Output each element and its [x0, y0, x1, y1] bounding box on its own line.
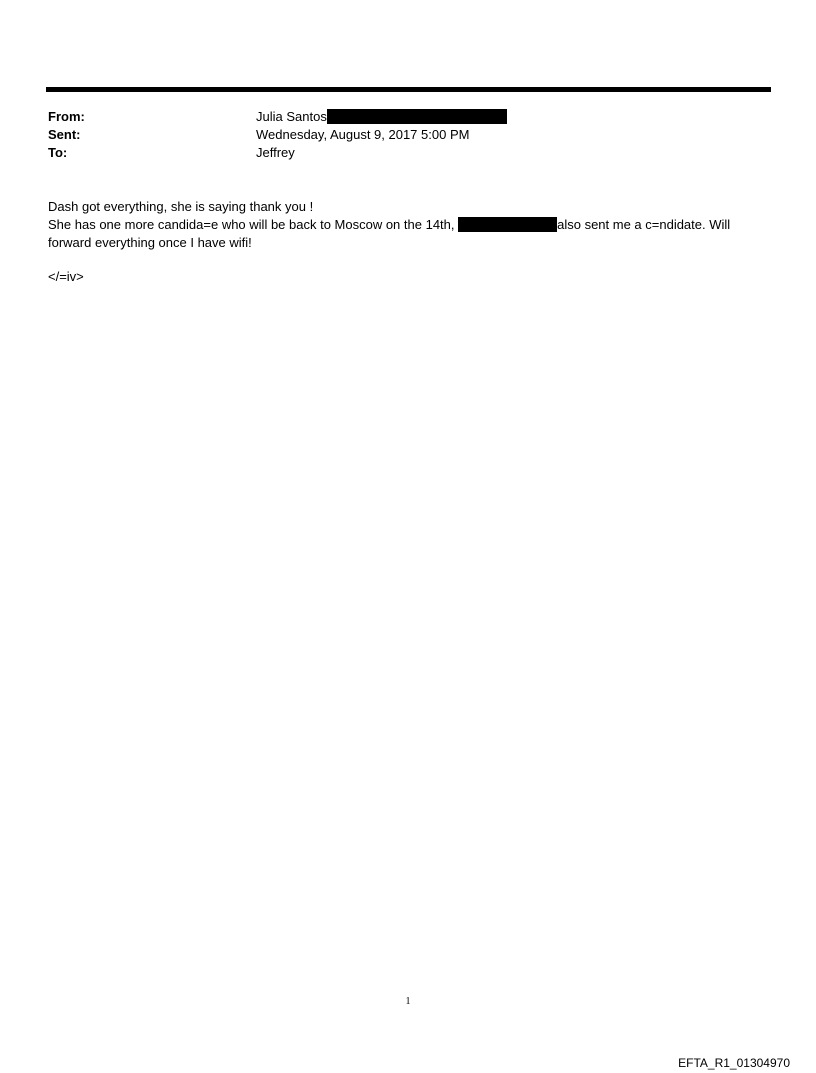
paragraph-gap — [48, 252, 778, 268]
page-number: 1 — [405, 996, 411, 1007]
redaction-bar-name — [458, 217, 557, 232]
header-divider — [46, 87, 771, 92]
sent-label: Sent: — [48, 127, 81, 142]
body-line-1: Dash got everything, she is saying thank you ! — [48, 199, 314, 214]
body-line-3: forward everything once I have wifi! — [48, 235, 252, 250]
redaction-bar-sender-email — [327, 109, 507, 124]
to-value: Jeffrey — [256, 145, 295, 160]
body-line-2-end: also sent me a c=ndidate. Will — [557, 217, 731, 232]
body-line-4: </=iv> — [48, 269, 84, 284]
from-value — [256, 108, 507, 126]
email-body — [48, 198, 778, 286]
body-line-2 — [48, 216, 778, 234]
from-label: From: — [48, 109, 85, 124]
body-line-2-start: She has one more candida=e who will be back to Moscow on the 14th, — [48, 217, 459, 232]
sender-name: Julia Santos — [256, 109, 327, 124]
sent-value: Wednesday, August 9, 2017 5:00 PM — [256, 127, 470, 142]
to-label: To: — [48, 145, 68, 160]
bates-number: EFTA_R1_01304970 — [678, 1056, 790, 1070]
